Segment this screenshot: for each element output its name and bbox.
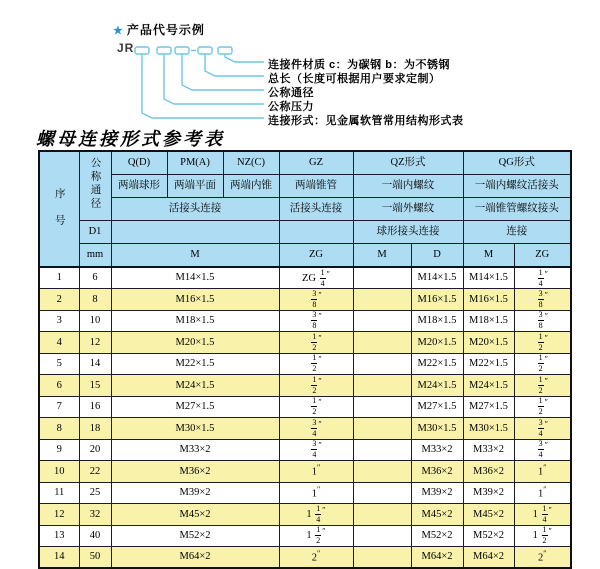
table-row — [39, 439, 571, 461]
inch-mark: ″ — [544, 333, 548, 343]
cell-mm: 8 — [79, 289, 111, 311]
cell-m: M18×1.5 — [111, 310, 279, 332]
table-row — [39, 353, 571, 375]
cell-qg-m: M30×1.5 — [463, 418, 514, 440]
cell-qz-m — [353, 461, 411, 483]
callout-label-pressure: 公称压力 — [268, 101, 314, 113]
cell-qz-d: M20×1.5 — [411, 332, 463, 354]
cell-qg-m: M36×2 — [463, 461, 514, 483]
header-zg-label: ZG — [279, 244, 353, 268]
cell-m: M64×2 — [111, 547, 279, 569]
cell-qz-d: M22×1.5 — [411, 353, 463, 375]
cell-seq: 9 — [39, 439, 79, 461]
cell-qz-m — [353, 353, 411, 375]
header-qz-desc3: 球形接头连接 — [353, 221, 463, 244]
header-qz-desc2: 一端外螺纹 — [353, 198, 463, 221]
cell-mm: 12 — [79, 332, 111, 354]
callout-line-length — [205, 54, 264, 76]
cell-qg-zg — [514, 396, 571, 418]
cell-qg-zg — [514, 439, 571, 461]
cell-gz: 2″ — [279, 547, 353, 569]
inch-mark: ″ — [322, 505, 326, 515]
fraction: $\frac{1}{2}$ — [538, 353, 543, 374]
header-qg-desc1: 一端内螺纹活接头 — [463, 175, 571, 198]
callout-label-diameter: 公称通径 — [268, 87, 314, 99]
table-row — [39, 461, 571, 483]
inch-mark: ″ — [316, 549, 321, 559]
callout-label-connection: 连接形式：见金属软管常用结构形式表 — [268, 115, 464, 127]
table-row — [39, 396, 571, 418]
table-row — [39, 547, 571, 569]
cell-m: M24×1.5 — [111, 375, 279, 397]
diagram-title — [113, 21, 205, 38]
product-code-diagram — [0, 0, 600, 130]
cell-qz-m — [353, 267, 411, 289]
inch-mark: ″ — [326, 268, 330, 278]
inch-mark: ″ — [322, 526, 326, 536]
header-empty-gz — [279, 221, 353, 244]
cell-qz-d: M30×1.5 — [411, 418, 463, 440]
cell-qz-d: M24×1.5 — [411, 375, 463, 397]
cell-qg-zg — [514, 267, 571, 289]
inch-mark: ″ — [543, 549, 547, 559]
table-row — [39, 332, 571, 354]
header-qz-desc1: 一端内螺纹 — [353, 175, 463, 198]
header-nzc-desc: 两端内锥 — [223, 175, 279, 198]
header-nzc: NZ(C) — [223, 151, 279, 175]
inch-mark: ″ — [318, 333, 322, 343]
cell-mm: 15 — [79, 375, 111, 397]
inch-mark: ″ — [318, 419, 322, 429]
cell-seq: 2 — [39, 289, 79, 311]
cell-mm: 10 — [79, 310, 111, 332]
fraction: $\frac{3}{8}$ — [312, 310, 317, 331]
callout-line-material — [225, 54, 264, 62]
table-row — [39, 418, 571, 440]
inch-mark: ″ — [544, 419, 548, 429]
cell-seq: 11 — [39, 482, 79, 504]
header-nominal-diameter: 公称通径 — [79, 151, 111, 221]
cell-gz — [279, 375, 353, 397]
callout-label-material: 连接件材质 c：为碳钢 b：为不锈钢 — [268, 59, 450, 71]
cell-qg-m: M39×2 — [463, 482, 514, 504]
cell-gz — [279, 418, 353, 440]
cell-qg-m: M20×1.5 — [463, 332, 514, 354]
cell-m: M14×1.5 — [111, 267, 279, 289]
cell-qg-m: M27×1.5 — [463, 396, 514, 418]
fraction: $\frac{1}{2}$ — [312, 331, 317, 352]
cell-qz-m — [353, 547, 411, 569]
code-box-2 — [157, 47, 171, 54]
header-d1: D1 — [79, 221, 111, 244]
cell-qz-m — [353, 289, 411, 311]
cell-qz-d: M27×1.5 — [411, 396, 463, 418]
header-mm: mm — [79, 244, 111, 268]
cell-m: M16×1.5 — [111, 289, 279, 311]
cell-qg-zg — [514, 289, 571, 311]
cell-seq: 14 — [39, 547, 79, 569]
fraction: $\frac{1}{2}$ — [312, 374, 317, 395]
header-gz-union: 活接头连接 — [279, 198, 353, 221]
cell-qz-m — [353, 525, 411, 547]
cell-m: M45×2 — [111, 504, 279, 526]
cell-gz — [279, 353, 353, 375]
cell-m: M52×2 — [111, 525, 279, 547]
table-row — [39, 310, 571, 332]
fraction: $\frac{1}{2}$ — [538, 331, 543, 352]
cell-gz: 1″ — [279, 482, 353, 504]
cell-qg-zg: 1 $\frac{1}{4}$ ″ — [514, 504, 571, 526]
cell-qz-m — [353, 418, 411, 440]
product-code-prefix: JR — [117, 41, 135, 55]
header-qd-desc: 两端球形 — [111, 175, 167, 198]
cell-seq: 3 — [39, 310, 79, 332]
fraction: $\frac{1}{2}$ — [538, 374, 543, 395]
inch-mark: ″ — [318, 290, 322, 300]
inch-mark: ″ — [548, 526, 552, 536]
header-empty-m — [111, 221, 279, 244]
cell-m: M39×2 — [111, 482, 279, 504]
cell-gz: 1 $\frac{1}{4}$ ″ — [279, 504, 353, 526]
cell-qg-zg — [514, 332, 571, 354]
cell-m: M30×1.5 — [111, 418, 279, 440]
inch-mark: ″ — [544, 440, 548, 450]
cell-m: M36×2 — [111, 461, 279, 483]
header-qg-m: M — [463, 244, 514, 268]
diagram-title-text: 产品代号示例 — [126, 23, 205, 37]
inch-mark: ″ — [318, 440, 322, 450]
cell-qg-zg — [514, 418, 571, 440]
fraction: $\frac{3}{4}$ — [538, 439, 543, 460]
cell-qz-m — [353, 375, 411, 397]
cell-mm: 25 — [79, 482, 111, 504]
header-qz-d: D — [411, 244, 463, 268]
cell-qz-m — [353, 396, 411, 418]
header-m-label: M — [111, 244, 279, 268]
cell-qz-d: M52×2 — [411, 525, 463, 547]
header-qg-desc3: 连接 — [463, 221, 571, 244]
inch-mark: ″ — [544, 376, 548, 386]
fraction: $\frac{1}{4}$ — [316, 503, 321, 524]
cell-qg-m: M16×1.5 — [463, 289, 514, 311]
cell-qz-m — [353, 482, 411, 504]
cell-gz — [279, 289, 353, 311]
cell-qz-d: M16×1.5 — [411, 289, 463, 311]
cell-qg-zg: 1″ — [514, 482, 571, 504]
table-row — [39, 289, 571, 311]
cell-qg-m: M33×2 — [463, 439, 514, 461]
header-pma-desc: 两端平面 — [167, 175, 223, 198]
table-row — [39, 482, 571, 504]
code-box-3 — [175, 47, 189, 54]
inch-mark: ″ — [543, 484, 547, 494]
inch-mark: ″ — [543, 463, 547, 473]
inch-mark: ″ — [318, 376, 322, 386]
cell-seq: 1 — [39, 267, 79, 289]
fraction: $\frac{3}{8}$ — [312, 288, 317, 309]
cell-seq: 10 — [39, 461, 79, 483]
cell-seq: 8 — [39, 418, 79, 440]
fraction: $\frac{3}{8}$ — [538, 288, 543, 309]
fraction: $\frac{1}{2}$ — [538, 396, 543, 417]
code-box-1 — [135, 47, 149, 54]
cell-qz-m — [353, 439, 411, 461]
cell-qg-zg: 1″ — [514, 461, 571, 483]
fraction: $\frac{3}{4}$ — [312, 439, 317, 460]
cell-gz: 1 $\frac{1}{2}$ ″ — [279, 525, 353, 547]
header-qz-m: M — [353, 244, 411, 268]
table-header — [39, 151, 571, 267]
callout-line-diameter — [182, 54, 264, 90]
cell-qz-d: M64×2 — [411, 547, 463, 569]
table-title: 螺母连接形式参考表 — [36, 129, 225, 149]
fraction: $\frac{1}{2}$ — [312, 396, 317, 417]
callout-line-connection — [142, 54, 264, 118]
inch-mark: ″ — [316, 463, 321, 473]
cell-mm: 6 — [79, 267, 111, 289]
cell-qg-zg — [514, 310, 571, 332]
inch-mark: ″ — [544, 268, 548, 278]
cell-gz: ZG $\frac{1}{4}$ ″ — [279, 267, 353, 289]
star-icon: ★ — [113, 25, 124, 37]
inch-mark: ″ — [544, 311, 548, 321]
code-box-5 — [218, 47, 232, 54]
cell-mm: 50 — [79, 547, 111, 569]
cell-gz — [279, 396, 353, 418]
fraction: $\frac{1}{4}$ — [542, 503, 547, 524]
inch-mark: ″ — [316, 484, 321, 494]
cell-qz-d: M45×2 — [411, 504, 463, 526]
fraction: $\frac{3}{4}$ — [538, 417, 543, 438]
fraction: $\frac{1}{2}$ — [542, 525, 547, 546]
cell-seq: 5 — [39, 353, 79, 375]
cell-m: M27×1.5 — [111, 396, 279, 418]
fraction: $\frac{1}{4}$ — [320, 267, 325, 288]
header-union-connection: 活接头连接 — [111, 198, 279, 221]
cell-qz-d: M39×2 — [411, 482, 463, 504]
inch-mark: ″ — [544, 354, 548, 364]
cell-mm: 20 — [79, 439, 111, 461]
code-box-4 — [198, 47, 212, 54]
cell-qg-m: M64×2 — [463, 547, 514, 569]
cell-qg-zg: 1 $\frac{1}{2}$ ″ — [514, 525, 571, 547]
inch-mark: ″ — [318, 397, 322, 407]
fraction: $\frac{1}{2}$ — [312, 353, 317, 374]
cell-seq: 13 — [39, 525, 79, 547]
header-qg-zg: ZG — [514, 244, 571, 268]
cell-gz: 1″ — [279, 461, 353, 483]
cell-qg-m: M45×2 — [463, 504, 514, 526]
cell-qz-d: M14×1.5 — [411, 267, 463, 289]
header-pma: PM(A) — [167, 151, 223, 175]
cell-mm: 14 — [79, 353, 111, 375]
table-body — [39, 267, 571, 568]
inch-mark: ″ — [544, 290, 548, 300]
cell-qz-d: M18×1.5 — [411, 310, 463, 332]
cell-qg-m: M22×1.5 — [463, 353, 514, 375]
table-row — [39, 525, 571, 547]
cell-qg-m: M18×1.5 — [463, 310, 514, 332]
cell-qg-zg — [514, 353, 571, 375]
cell-mm: 22 — [79, 461, 111, 483]
cell-qz-m — [353, 310, 411, 332]
header-seq: 序号 — [39, 151, 79, 267]
cell-qg-zg: 2″ — [514, 547, 571, 569]
cell-mm: 40 — [79, 525, 111, 547]
cell-qz-d: M33×2 — [411, 439, 463, 461]
inch-mark: ″ — [318, 354, 322, 364]
cell-qz-d: M36×2 — [411, 461, 463, 483]
inch-mark: ″ — [548, 505, 552, 515]
table-row — [39, 504, 571, 526]
cell-seq: 4 — [39, 332, 79, 354]
cell-qg-m: M24×1.5 — [463, 375, 514, 397]
cell-gz — [279, 332, 353, 354]
nut-connection-reference-table — [38, 150, 572, 569]
table-row — [39, 267, 571, 289]
cell-m: M33×2 — [111, 439, 279, 461]
inch-mark: ″ — [544, 397, 548, 407]
cell-seq: 6 — [39, 375, 79, 397]
header-gz: GZ — [279, 151, 353, 175]
cell-mm: 32 — [79, 504, 111, 526]
callout-label-length: 总长（长度可根据用户要求定制） — [268, 73, 441, 85]
cell-m: M22×1.5 — [111, 353, 279, 375]
fraction: $\frac{1}{4}$ — [538, 267, 543, 288]
cell-qg-m: M52×2 — [463, 525, 514, 547]
cell-gz — [279, 439, 353, 461]
cell-mm: 16 — [79, 396, 111, 418]
cell-qg-zg — [514, 375, 571, 397]
header-qg-form: QG形式 — [463, 151, 571, 175]
fraction: $\frac{3}{8}$ — [538, 310, 543, 331]
cell-qz-m — [353, 332, 411, 354]
cell-seq: 7 — [39, 396, 79, 418]
table-row — [39, 375, 571, 397]
cell-qg-m: M14×1.5 — [463, 267, 514, 289]
header-gz-desc: 两端锥管 — [279, 175, 353, 198]
header-qz-form: QZ形式 — [353, 151, 463, 175]
inch-mark: ″ — [318, 311, 322, 321]
fraction: $\frac{1}{2}$ — [316, 525, 321, 546]
header-qg-desc2: 一端锥管螺纹接头 — [463, 198, 571, 221]
cell-qz-m — [353, 504, 411, 526]
header-qd: Q(D) — [111, 151, 167, 175]
cell-m: M20×1.5 — [111, 332, 279, 354]
cell-gz — [279, 310, 353, 332]
cell-mm: 18 — [79, 418, 111, 440]
fraction: $\frac{3}{4}$ — [312, 417, 317, 438]
cell-seq: 12 — [39, 504, 79, 526]
